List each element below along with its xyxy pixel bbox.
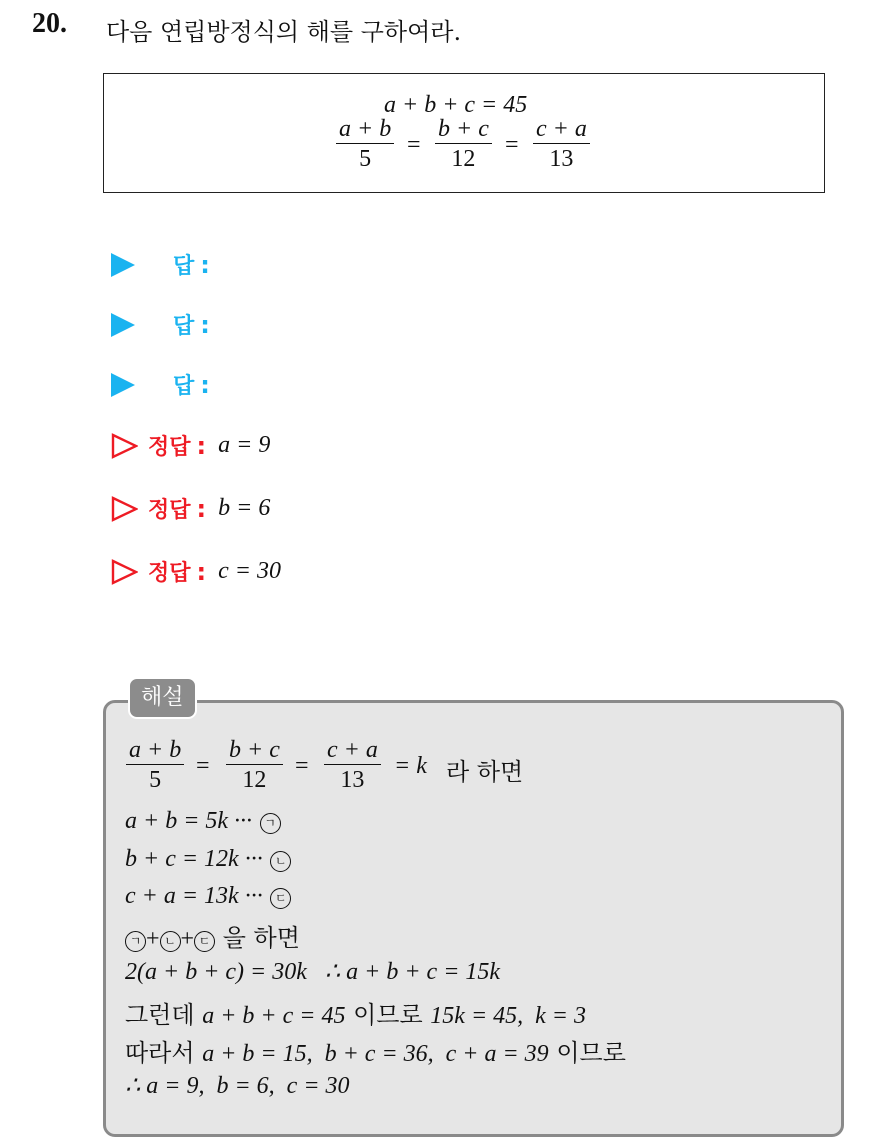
solution-line-5 xyxy=(125,918,300,953)
circled-label: ㄱ xyxy=(260,813,281,834)
correct-answer-row-2 xyxy=(111,493,270,524)
play-triangle-icon xyxy=(111,253,135,277)
outline-triangle-icon xyxy=(111,496,138,522)
fraction-denominator: 13 xyxy=(549,146,574,173)
circled-label: ㄷ xyxy=(194,931,215,952)
circled-label: ㄱ xyxy=(125,931,146,952)
question-number: 20. xyxy=(32,8,67,39)
fraction-numerator: c + a xyxy=(324,738,381,765)
correct-label: 정답 xyxy=(148,561,191,586)
answer-colon: : xyxy=(200,250,210,279)
equation-fraction-1 xyxy=(336,117,394,172)
fraction-denominator: 13 xyxy=(340,767,365,794)
solution-fraction-3 xyxy=(324,738,381,793)
equation-fraction-2 xyxy=(435,117,492,172)
solution-fraction-2 xyxy=(226,738,283,793)
equals-sign: = xyxy=(505,132,519,158)
fraction-denominator: 5 xyxy=(149,767,162,794)
fraction-denominator: 5 xyxy=(359,146,372,173)
solution-line-9: ∴ a = 9, b = 6, c = 30 xyxy=(125,1073,350,1099)
solution-expression: a + b + c = 45 xyxy=(202,1003,346,1029)
solution-expression: b + c = 12k ··· xyxy=(125,846,263,872)
fraction-denominator: 12 xyxy=(451,146,476,173)
correct-colon: : xyxy=(196,431,207,460)
solution-line-8 xyxy=(125,1033,626,1068)
solution-expression: a + b = 15, b + c = 36, c + a = 39 xyxy=(202,1041,549,1067)
circled-label: ㄴ xyxy=(160,931,181,952)
solution-l1-tail: = k xyxy=(394,753,427,779)
correct-label: 정답 xyxy=(148,498,191,523)
solution-text: 이므로 xyxy=(556,1039,626,1067)
solution-tab-label: 해설 xyxy=(128,677,197,719)
play-triangle-icon xyxy=(111,313,135,337)
solution-line-7 xyxy=(125,995,586,1030)
fraction-numerator: c + a xyxy=(533,117,590,144)
correct-label: 정답 xyxy=(148,435,191,460)
answer-label: 답 xyxy=(173,374,195,399)
solution-l1-text: 라 하면 xyxy=(446,758,524,786)
equals-sign: = xyxy=(407,132,421,158)
correct-answer-row-3 xyxy=(111,556,281,587)
correct-value: b = 6 xyxy=(218,495,271,521)
equation-line-1: a + b + c = 45 xyxy=(384,92,528,118)
solution-expression: 15k = 45, k = 3 xyxy=(430,1003,586,1029)
solution-line-4 xyxy=(125,881,291,910)
answer-label: 답 xyxy=(173,314,195,339)
solution-line-6: 2(a + b + c) = 30k ∴ a + b + c = 15k xyxy=(125,959,501,985)
play-triangle-icon xyxy=(111,373,135,397)
answer-colon: : xyxy=(200,370,210,399)
answer-row-2 xyxy=(111,309,210,340)
solution-line-2 xyxy=(125,806,281,835)
answer-colon: : xyxy=(200,310,210,339)
fraction-numerator: b + c xyxy=(435,117,492,144)
equals-sign: = xyxy=(295,753,309,779)
solution-text: 그런데 xyxy=(125,1001,195,1029)
solution-text: 을 하면 xyxy=(222,924,300,952)
plus-sign: + xyxy=(146,926,160,952)
correct-answer-row-1 xyxy=(111,430,270,461)
correct-colon: : xyxy=(196,494,207,523)
correct-colon: : xyxy=(196,557,207,586)
solution-expression: a + b = 5k ··· xyxy=(125,808,253,834)
fraction-numerator: a + b xyxy=(126,738,184,765)
circled-label: ㄴ xyxy=(270,851,291,872)
correct-value: c = 30 xyxy=(218,558,281,584)
circled-label: ㄷ xyxy=(270,888,291,909)
solution-expression: c + a = 13k ··· xyxy=(125,883,263,909)
fraction-denominator: 12 xyxy=(242,767,267,794)
fraction-numerator: b + c xyxy=(226,738,283,765)
fraction-numerator: a + b xyxy=(336,117,394,144)
equation-fraction-3 xyxy=(533,117,590,172)
correct-value: a = 9 xyxy=(218,432,271,458)
answer-row-1 xyxy=(111,249,210,280)
question-text: 다음 연립방정식의 해를 구하여라. xyxy=(106,18,462,46)
answer-row-3 xyxy=(111,369,210,400)
outline-triangle-icon xyxy=(111,433,138,459)
solution-text: 따라서 xyxy=(125,1039,195,1067)
equals-sign: = xyxy=(196,753,210,779)
solution-text: 이므로 xyxy=(353,1001,423,1029)
solution-fraction-1 xyxy=(126,738,184,793)
solution-line-3 xyxy=(125,844,291,873)
outline-triangle-icon xyxy=(111,559,138,585)
plus-sign: + xyxy=(180,926,195,952)
answer-label: 답 xyxy=(173,254,195,279)
